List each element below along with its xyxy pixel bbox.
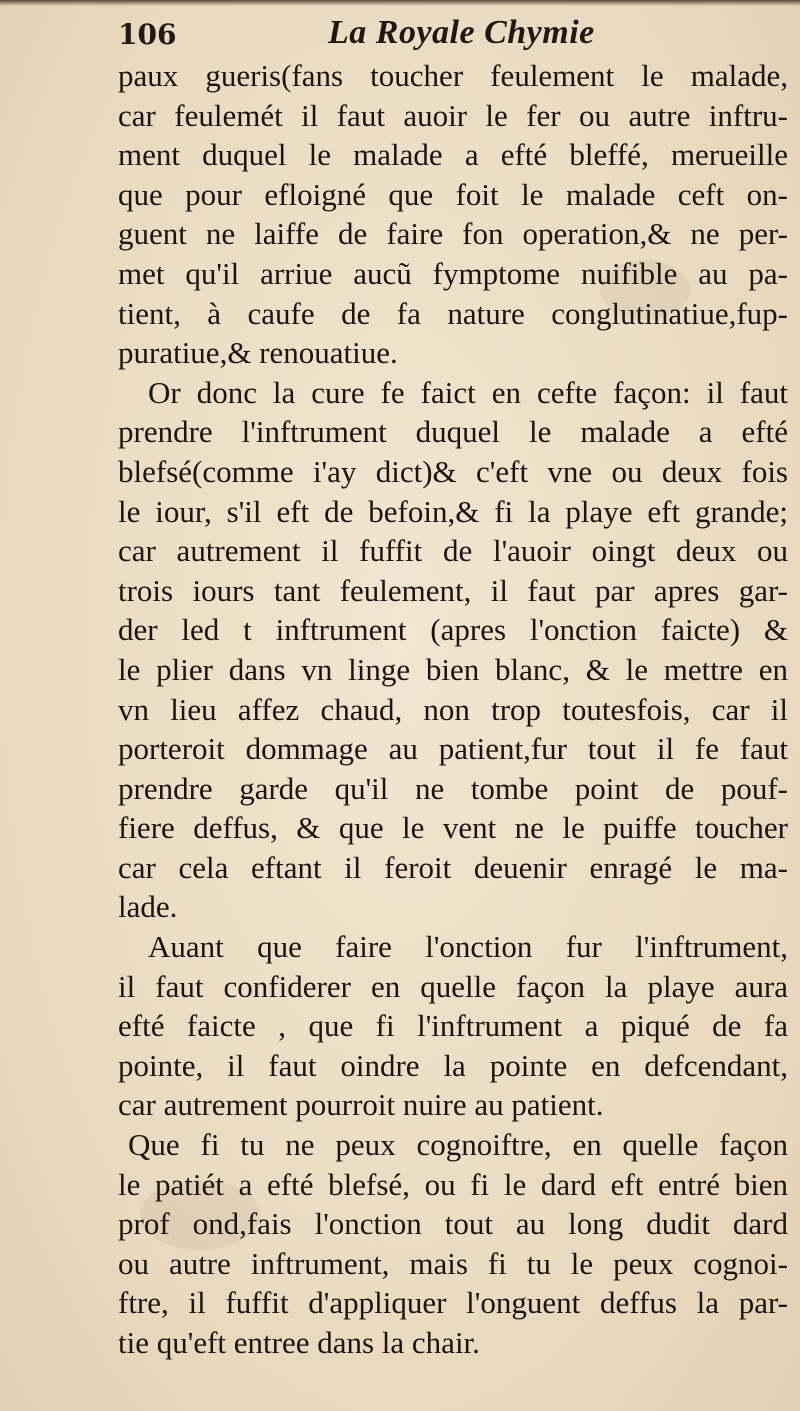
text-line: trois iours tant feulement, il faut par apres gar- — [118, 572, 788, 608]
text-line: der led t inftrument (apres l'onction faicte) & — [118, 612, 788, 648]
text-line: Auant que faire l'onction fur l'inftrument, — [148, 929, 788, 965]
page-number: 106 — [118, 18, 177, 51]
text-line: ou autre inftrument, mais fi tu le peux cognoi- — [118, 1245, 788, 1281]
text-line: ment duquel le malade a efté bleffé, merueille — [118, 137, 788, 173]
text-line: blefsé(comme i'ay dict)& c'eft vne ou deux fois — [118, 453, 788, 489]
text-line: efté faicte , que fi l'inftrument a piqué de fa — [118, 1008, 788, 1044]
text-line: Que fi tu ne peux cognoiftre, en quelle façon — [128, 1127, 788, 1163]
text-line: car autrement pourroit nuire au patient. — [118, 1087, 604, 1123]
text-line: prendre l'inftrument duquel le malade a efté — [118, 414, 788, 450]
text-line: tie qu'eft entree dans la chair. — [118, 1325, 480, 1360]
text-line: met qu'il arriue aucũ fymptome nuifible au pa- — [118, 255, 788, 291]
text-line: le iour, s'il eft de befoin,& fi la playe eft grande; — [118, 493, 788, 529]
text-line: ftre, il fuffit d'appliquer l'onguent deffus la par- — [118, 1285, 788, 1321]
text-line: car feulemét il faut auoir le fer ou autre inftru- — [118, 97, 788, 133]
text-line: lade. — [118, 889, 178, 925]
running-title: La Royale Chymie — [328, 14, 595, 51]
text-line: pointe, il faut oindre la pointe en defcendant, — [118, 1047, 788, 1083]
page-header — [118, 14, 738, 60]
text-line: tient, à caufe de fa nature conglutinatiue,fup- — [118, 295, 788, 331]
text-line: Or donc la cure fe faict en cefte façon: il faut — [148, 374, 788, 410]
text-line: puratiue,& renouatiue. — [118, 335, 398, 371]
text-line: le patiét a efté blefsé, ou fi le dard eft entré bien — [118, 1166, 788, 1202]
text-line: prof ond,fais l'onction tout au long dudit dard — [118, 1206, 788, 1242]
text-line: que pour efloigné que foit le malade ceft on- — [118, 176, 788, 212]
text-line: guent ne laiffe de faire fon operation,& ne per- — [118, 216, 788, 252]
text-line: prendre garde qu'il ne tombe point de pouf- — [118, 770, 788, 806]
text-line: il faut confiderer en quelle façon la playe aura — [118, 968, 788, 1004]
text-line: car cela eftant il feroit deuenir enragé le ma- — [118, 849, 788, 885]
text-line: porteroit dommage au patient,fur tout il fe faut — [118, 731, 788, 767]
text-line: car autrement il fuffit de l'auoir oingt deux ou — [118, 533, 788, 569]
text-line: vn lieu affez chaud, non trop toutesfois, car il — [118, 691, 788, 727]
text-line: paux gueris(fans toucher feulement le malade, — [118, 58, 788, 93]
text-line: le plier dans vn linge bien blanc, & le mettre en — [118, 651, 788, 687]
body-text — [118, 56, 788, 1363]
text-line: fiere deffus, & que le vent ne le puiffe toucher — [118, 810, 788, 846]
